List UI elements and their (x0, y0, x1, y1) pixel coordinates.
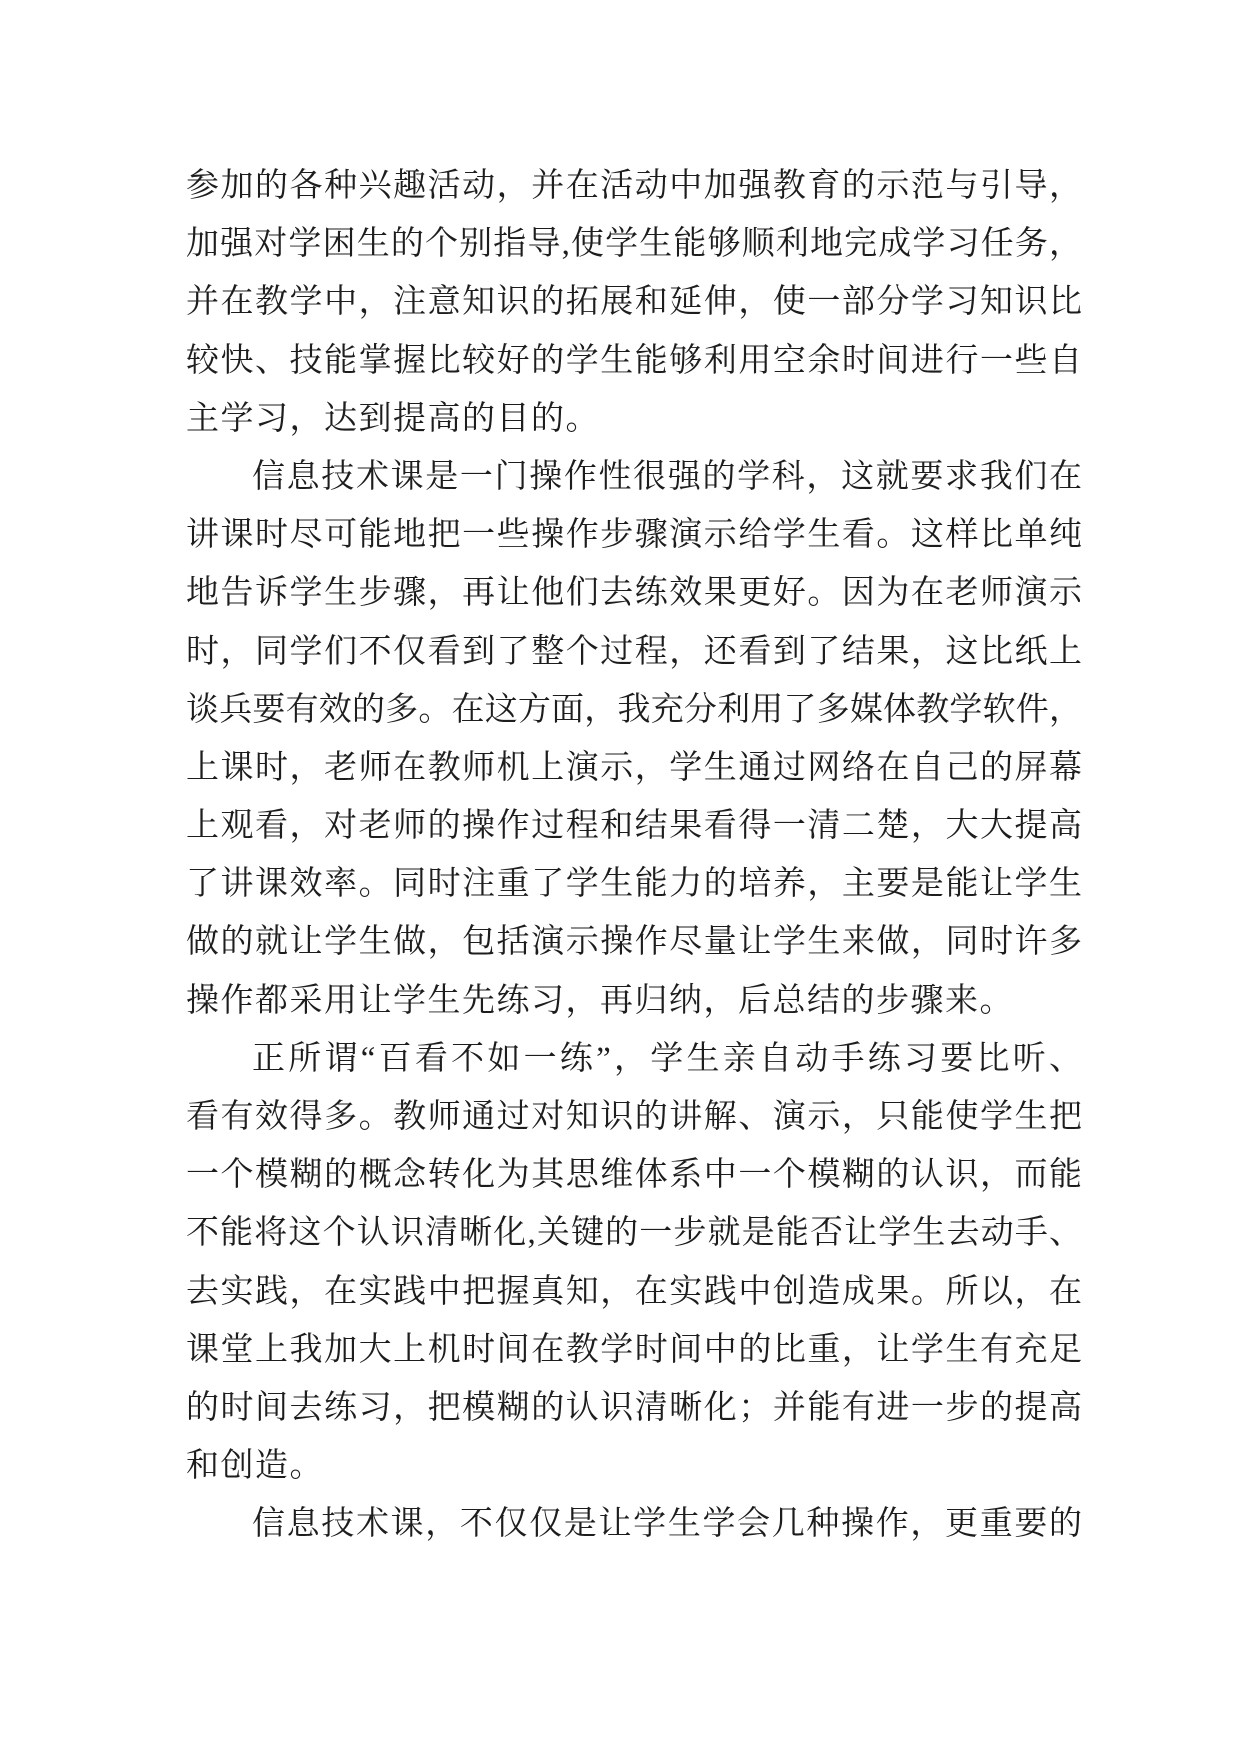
text-line: 去实践，在实践中把握真知，在实践中创造成果。所以，在 (186, 1273, 1082, 1310)
text-line: 课堂上我加大上机时间在教学时间中的比重，让学生有充足 (186, 1331, 1082, 1368)
text-line: 讲课时尽可能地把一些操作步骤演示给学生看。这样比单纯 (186, 517, 1082, 554)
text-line: 和创造。 (186, 1448, 324, 1485)
text-line: 一个模糊的概念转化为其思维体系中一个模糊的认识，而能 (186, 1157, 1082, 1194)
text-line: 操作都采用让学生先练习，再归纳，后总结的步骤来。 (186, 982, 1014, 1019)
text-line: 信息技术课是一门操作性很强的学科，这就要求我们在 (252, 458, 1082, 495)
text-line: 正所谓“百看不如一练”，学生亲自动手练习要比听、 (252, 1040, 1082, 1077)
text-line: 看有效得多。教师通过对知识的讲解、演示，只能使学生把 (186, 1099, 1082, 1135)
text-line: 加强对学困生的个别指导,使学生能够顺利地完成学习任务， (186, 226, 1082, 263)
text-line: 的时间去练习，把模糊的认识清晰化；并能有进一步的提高 (186, 1389, 1082, 1426)
text-line: 较快、技能掌握比较好的学生能够利用空余时间进行一些自 (186, 342, 1082, 379)
document-text (186, 157, 1082, 1554)
text-line: 了讲课效率。同时注重了学生能力的培养，主要是能让学生 (186, 866, 1082, 903)
text-line: 上课时，老师在教师机上演示，学生通过网络在自己的屏幕 (186, 749, 1082, 786)
text-line: 谈兵要有效的多。在这方面，我充分利用了多媒体教学软件， (186, 691, 1082, 728)
text-line: 并在教学中，注意知识的拓展和延伸，使一部分学习知识比 (186, 284, 1082, 321)
text-line: 时，同学们不仅看到了整个过程，还看到了结果，这比纸上 (186, 633, 1082, 670)
text-line: 做的就让学生做，包括演示操作尽量让学生来做，同时许多 (186, 924, 1082, 961)
text-line: 上观看，对老师的操作过程和结果看得一清二楚，大大提高 (186, 808, 1082, 845)
text-line: 地告诉学生步骤，再让他们去练效果更好。因为在老师演示 (186, 575, 1082, 612)
text-line: 主学习，达到提高的目的。 (186, 400, 600, 437)
text-line: 不能将这个认识清晰化,关键的一步就是能否让学生去动手、 (186, 1215, 1082, 1252)
text-line: 参加的各种兴趣活动，并在活动中加强教育的示范与引导， (186, 168, 1082, 204)
text-line: 信息技术课，不仅仅是让学生学会几种操作，更重要的 (252, 1506, 1082, 1543)
